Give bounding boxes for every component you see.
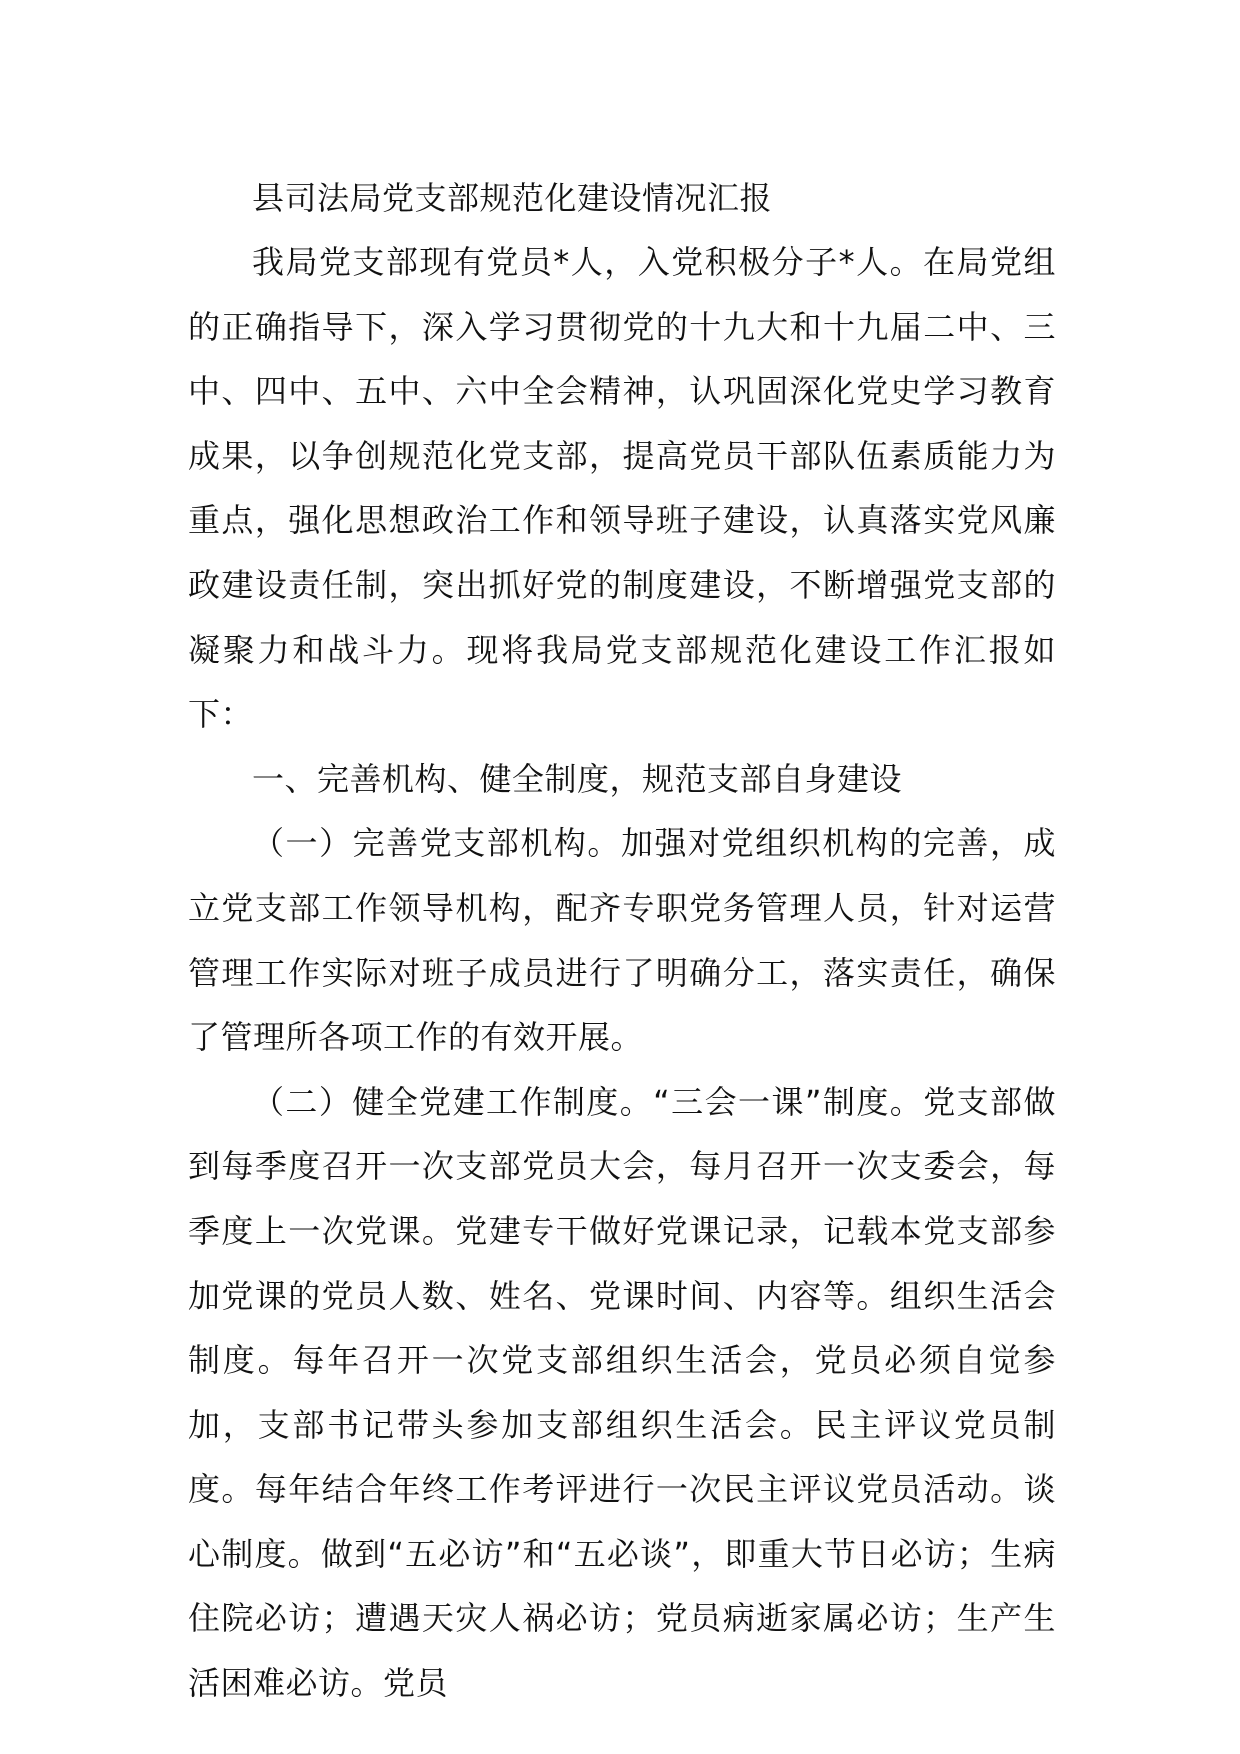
paragraph-intro: 我局党支部现有党员*人，入党积极分子*人。在局党组的正确指导下，深入学习贯彻党的十九大和十九届二中、三中、四中、五中、六中全会精神，认巩固深化党史学习教育成果，以争创规范化党支部，提高党员干部队伍素质能力为重点，强化思想政治工作和领导班子建设，认真落实党风廉政建设责任制，突出抓好党的制度建设，不断增强党支部的凝聚力和战斗力。现将我局党支部规范化建设工作汇报如下： [188, 243, 1056, 734]
section-heading-1: 一、完善机构、健全制度，规范支部自身建设 [252, 759, 903, 798]
paragraph-1-1: （一）完善党支部机构。加强对党组织机构的完善，成立党支部工作领导机构，配齐专职党务管理人员，针对运营管理工作实际对班子成员进行了明确分工，落实责任，确保了管理所各项工作的有效开展。 [188, 824, 1056, 1057]
document-body [188, 166, 1056, 1716]
document-title: 县司法局党支部规范化建设情况汇报 [252, 179, 773, 217]
paragraph-1-2: （二）健全党建工作制度。“三会一课”制度。党支部做到每季度召开一次支部党员大会，每月召开一次支委会，每季度上一次党课。党建专干做好党课记录，记载本党支部参加党课的党员人数、姓名、党课时间、内容等。组织生活会制度。每年召开一次党支部组织生活会，党员必须自觉参加，支部书记带头参加支部组织生活会。民主评议党员制度。每年结合年终工作考评进行一次民主评议党员活动。谈心制度。做到“五必访”和“五必谈”，即重大节日必访；生病住院必访；遭遇天灾人祸必访；党员病逝家属必访；生产生活困难必访。党员 [188, 1082, 1056, 1703]
